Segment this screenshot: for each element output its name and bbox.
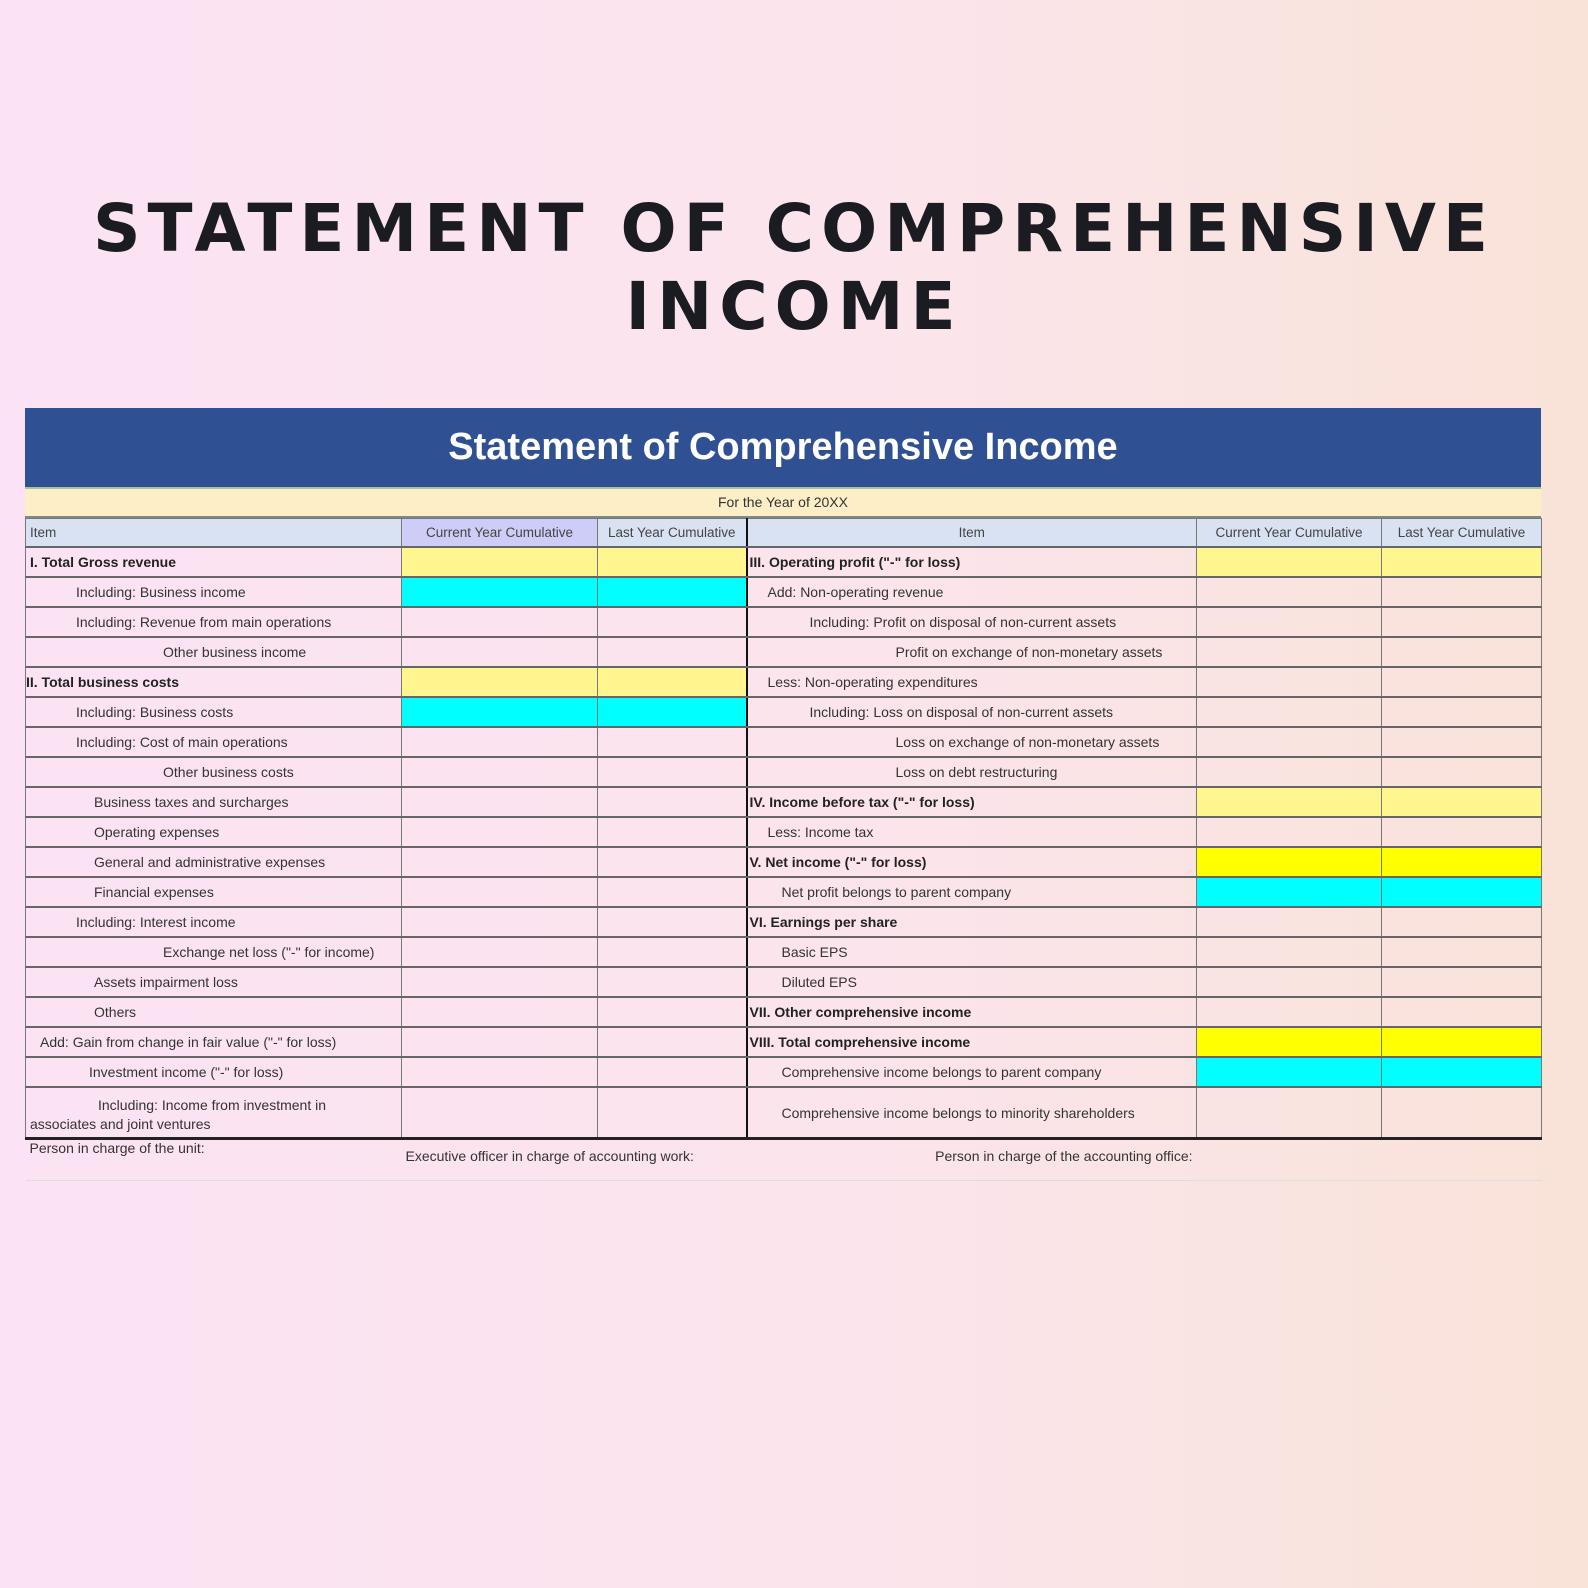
right-last-value[interactable] bbox=[1382, 1057, 1542, 1087]
left-last-value[interactable] bbox=[598, 577, 747, 607]
table-row bbox=[26, 547, 1542, 577]
right-item-label: Less: Non-operating expenditures bbox=[747, 667, 1197, 697]
table-row bbox=[26, 607, 1542, 637]
table-row bbox=[26, 697, 1542, 727]
sheet-subtitle: For the Year of 20XX bbox=[25, 489, 1541, 518]
signature-space bbox=[1197, 1139, 1382, 1181]
right-last-value[interactable] bbox=[1382, 757, 1542, 787]
right-item-label: Less: Income tax bbox=[747, 817, 1197, 847]
left-last-value[interactable] bbox=[598, 757, 747, 787]
signature-space bbox=[1382, 1139, 1542, 1181]
left-last-value[interactable] bbox=[598, 997, 747, 1027]
table-row bbox=[26, 997, 1542, 1027]
right-last-value[interactable] bbox=[1382, 847, 1542, 877]
table-row bbox=[26, 727, 1542, 757]
right-last-value[interactable] bbox=[1382, 547, 1542, 577]
right-current-value[interactable] bbox=[1197, 847, 1382, 877]
right-item-label: Profit on exchange of non-monetary assets bbox=[747, 637, 1197, 667]
table-row bbox=[26, 967, 1542, 997]
right-current-value[interactable] bbox=[1197, 787, 1382, 817]
right-current-value[interactable] bbox=[1197, 757, 1382, 787]
right-last-value[interactable] bbox=[1382, 697, 1542, 727]
accounting-office-signature: Person in charge of the accounting office: bbox=[747, 1139, 1197, 1181]
table-row bbox=[26, 847, 1542, 877]
table-row bbox=[26, 817, 1542, 847]
left-current-value[interactable] bbox=[402, 937, 598, 967]
income-statement-sheet bbox=[25, 408, 1541, 1181]
statement-table bbox=[25, 518, 1542, 1181]
header-item-right: Item bbox=[747, 519, 1197, 548]
table-row bbox=[26, 907, 1542, 937]
right-current-value[interactable] bbox=[1197, 997, 1382, 1027]
left-current-value[interactable] bbox=[402, 1087, 598, 1139]
table-row bbox=[26, 667, 1542, 697]
left-last-value[interactable] bbox=[598, 727, 747, 757]
right-item-label: Diluted EPS bbox=[747, 967, 1197, 997]
left-last-value[interactable] bbox=[598, 847, 747, 877]
left-current-value[interactable] bbox=[402, 877, 598, 907]
left-item-label: Including: Interest income bbox=[26, 907, 402, 937]
left-item-label: Including: Revenue from main operations bbox=[26, 607, 402, 637]
header-last-right: Last Year Cumulative bbox=[1382, 519, 1542, 548]
right-current-value[interactable] bbox=[1197, 607, 1382, 637]
sheet-title: Statement of Comprehensive Income bbox=[25, 408, 1541, 489]
right-item-label: VI. Earnings per share bbox=[747, 907, 1197, 937]
left-current-value[interactable] bbox=[402, 727, 598, 757]
right-current-value[interactable] bbox=[1197, 637, 1382, 667]
right-current-value[interactable] bbox=[1197, 817, 1382, 847]
left-last-value[interactable] bbox=[598, 907, 747, 937]
right-item-label: Net profit belongs to parent company bbox=[747, 877, 1197, 907]
header-current-right: Current Year Cumulative bbox=[1197, 519, 1382, 548]
table-row bbox=[26, 787, 1542, 817]
left-current-value[interactable] bbox=[402, 577, 598, 607]
left-item-label: Business taxes and surcharges bbox=[26, 787, 402, 817]
left-current-value[interactable] bbox=[402, 907, 598, 937]
right-last-value[interactable] bbox=[1382, 877, 1542, 907]
table-row bbox=[26, 877, 1542, 907]
left-last-value[interactable] bbox=[598, 937, 747, 967]
left-current-value[interactable] bbox=[402, 787, 598, 817]
left-last-value[interactable] bbox=[598, 637, 747, 667]
right-item-label: Including: Profit on disposal of non-current assets bbox=[747, 607, 1197, 637]
left-last-value[interactable] bbox=[598, 1057, 747, 1087]
right-current-value[interactable] bbox=[1197, 967, 1382, 997]
table-row bbox=[26, 577, 1542, 607]
right-last-value[interactable] bbox=[1382, 577, 1542, 607]
left-last-value[interactable] bbox=[598, 1027, 747, 1057]
left-current-value[interactable] bbox=[402, 607, 598, 637]
left-last-value[interactable] bbox=[598, 697, 747, 727]
right-item-label: IV. Income before tax ("-" for loss) bbox=[747, 787, 1197, 817]
right-item-label: Loss on debt restructuring bbox=[747, 757, 1197, 787]
table-row bbox=[26, 1027, 1542, 1057]
right-item-label: VIII. Total comprehensive income bbox=[747, 1027, 1197, 1057]
right-last-value[interactable] bbox=[1382, 607, 1542, 637]
right-current-value[interactable] bbox=[1197, 697, 1382, 727]
left-last-value[interactable] bbox=[598, 607, 747, 637]
header-item: Item bbox=[26, 519, 402, 548]
right-last-value[interactable] bbox=[1382, 937, 1542, 967]
header-row bbox=[26, 519, 1542, 548]
right-current-value[interactable] bbox=[1197, 937, 1382, 967]
right-last-value[interactable] bbox=[1382, 817, 1542, 847]
left-current-value[interactable] bbox=[402, 997, 598, 1027]
left-item-label: Operating expenses bbox=[26, 817, 402, 847]
header-last: Last Year Cumulative bbox=[598, 519, 747, 548]
right-last-value[interactable] bbox=[1382, 997, 1542, 1027]
left-item-label: General and administrative expenses bbox=[26, 847, 402, 877]
right-last-value[interactable] bbox=[1382, 967, 1542, 997]
right-item-label: Basic EPS bbox=[747, 937, 1197, 967]
left-current-value[interactable] bbox=[402, 757, 598, 787]
left-last-value[interactable] bbox=[598, 667, 747, 697]
left-current-value[interactable] bbox=[402, 547, 598, 577]
right-item-label: Comprehensive income belongs to minority shareholders bbox=[747, 1087, 1197, 1139]
left-item-label: Including: Business income bbox=[26, 577, 402, 607]
signature-row bbox=[26, 1139, 1542, 1181]
left-item-label: Including: Cost of main operations bbox=[26, 727, 402, 757]
right-current-value[interactable] bbox=[1197, 727, 1382, 757]
right-current-value[interactable] bbox=[1197, 577, 1382, 607]
right-item-label: VII. Other comprehensive income bbox=[747, 997, 1197, 1027]
left-current-value[interactable] bbox=[402, 637, 598, 667]
left-item-label: Assets impairment loss bbox=[26, 967, 402, 997]
left-current-value[interactable] bbox=[402, 697, 598, 727]
left-last-value[interactable] bbox=[598, 1087, 747, 1139]
left-last-value[interactable] bbox=[598, 967, 747, 997]
left-last-value[interactable] bbox=[598, 787, 747, 817]
table-row bbox=[26, 757, 1542, 787]
right-item-label: III. Operating profit ("-" for loss) bbox=[747, 547, 1197, 577]
right-current-value[interactable] bbox=[1197, 877, 1382, 907]
right-item-label: Comprehensive income belongs to parent company bbox=[747, 1057, 1197, 1087]
right-item-label: Add: Non-operating revenue bbox=[747, 577, 1197, 607]
right-item-label: Including: Loss on disposal of non-current assets bbox=[747, 697, 1197, 727]
right-current-value[interactable] bbox=[1197, 1027, 1382, 1057]
left-current-value[interactable] bbox=[402, 817, 598, 847]
right-last-value[interactable] bbox=[1382, 667, 1542, 697]
table-row bbox=[26, 937, 1542, 967]
left-item-label: Exchange net loss ("-" for income) bbox=[26, 937, 402, 967]
left-item-label: Add: Gain from change in fair value ("-" for loss) bbox=[26, 1027, 402, 1057]
left-item-label: Financial expenses bbox=[26, 877, 402, 907]
right-last-value[interactable] bbox=[1382, 1027, 1542, 1057]
page-heading: STATEMENT OF COMPREHENSIVE INCOME bbox=[93, 190, 1495, 345]
right-current-value[interactable] bbox=[1197, 1057, 1382, 1087]
right-last-value[interactable] bbox=[1382, 727, 1542, 757]
left-current-value[interactable] bbox=[402, 1057, 598, 1087]
left-current-value[interactable] bbox=[402, 967, 598, 997]
left-item-label: I. Total Gross revenue bbox=[26, 547, 402, 577]
exec-officer-signature: Executive officer in charge of accounting work: bbox=[402, 1139, 747, 1181]
right-item-label: V. Net income ("-" for loss) bbox=[747, 847, 1197, 877]
left-item-label: Other business costs bbox=[26, 757, 402, 787]
left-last-value[interactable] bbox=[598, 547, 747, 577]
left-last-value[interactable] bbox=[598, 817, 747, 847]
left-item-label: II. Total business costs bbox=[26, 667, 402, 697]
left-item-label: Investment income ("-" for loss) bbox=[26, 1057, 402, 1087]
right-current-value[interactable] bbox=[1197, 547, 1382, 577]
right-item-label: Loss on exchange of non-monetary assets bbox=[747, 727, 1197, 757]
table-row bbox=[26, 1057, 1542, 1087]
left-item-label: Including: Income from investment in associates and joint ventures bbox=[26, 1087, 402, 1139]
right-last-value[interactable] bbox=[1382, 907, 1542, 937]
right-current-value[interactable] bbox=[1197, 907, 1382, 937]
right-last-value[interactable] bbox=[1382, 787, 1542, 817]
left-item-label: Other business income bbox=[26, 637, 402, 667]
right-current-value[interactable] bbox=[1197, 667, 1382, 697]
left-current-value[interactable] bbox=[402, 1027, 598, 1057]
left-item-label: Including: Business costs bbox=[26, 697, 402, 727]
right-last-value[interactable] bbox=[1382, 1087, 1542, 1139]
right-last-value[interactable] bbox=[1382, 637, 1542, 667]
right-current-value[interactable] bbox=[1197, 1087, 1382, 1139]
left-current-value[interactable] bbox=[402, 847, 598, 877]
header-current: Current Year Cumulative bbox=[402, 519, 598, 548]
left-last-value[interactable] bbox=[598, 877, 747, 907]
table-row bbox=[26, 1087, 1542, 1139]
left-item-label: Others bbox=[26, 997, 402, 1027]
unit-head-signature: Person in charge of the unit: bbox=[26, 1139, 402, 1181]
left-current-value[interactable] bbox=[402, 667, 598, 697]
table-row bbox=[26, 637, 1542, 667]
